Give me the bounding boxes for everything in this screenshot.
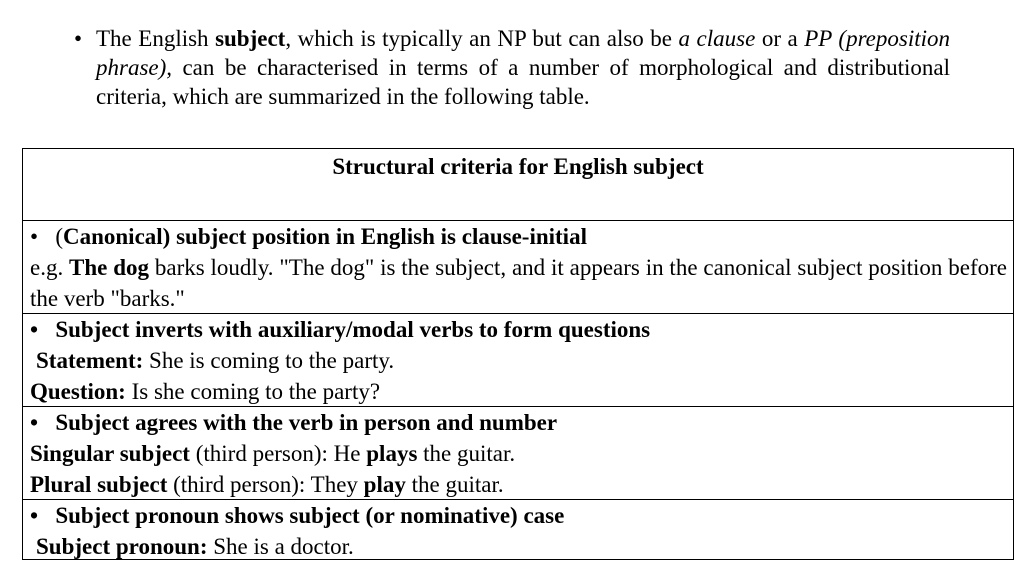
criterion-heading: • Subject inverts with auxiliary/modal verbs to form questions [30, 317, 651, 342]
intro-pp-term: PP (preposition phrase), [96, 26, 950, 80]
criterion-example: Question: Is she coming to the party? [30, 379, 381, 404]
table-header-row [23, 149, 1013, 221]
criterion-example: e.g. The dog barks loudly. "The dog" is the subject, and it appears in the canonical subject position before the verb "barks." [30, 255, 1007, 311]
criterion-example: Subject pronoun: She is a doctor. [36, 534, 354, 559]
table-row [23, 407, 1013, 500]
intro-paragraph [74, 24, 950, 111]
criterion-inversion [23, 314, 1013, 407]
table-row [23, 500, 1013, 561]
criterion-heading: • Subject pronoun shows subject (or nominative) case [30, 503, 565, 528]
criterion-case [23, 500, 1013, 562]
table-row [23, 221, 1013, 314]
criterion-example: Plural subject (third person): They play the guitar. [30, 472, 504, 497]
table-title: Structural criteria for English subject [332, 154, 704, 179]
criterion-heading: • Subject agrees with the verb in person and number [30, 410, 558, 435]
bullet-icon: • [30, 503, 39, 528]
criterion-example: Singular subject (third person): He plays the guitar. [30, 441, 516, 466]
bullet-icon: • [30, 317, 39, 342]
bullet-icon: • [74, 26, 83, 51]
intro-subject-term: subject [215, 26, 286, 51]
criterion-agreement [23, 407, 1013, 500]
bullet-icon: • [30, 224, 39, 249]
intro-clause-term: a clause [678, 26, 756, 51]
bullet-icon: • [30, 410, 39, 435]
criteria-table [22, 148, 1014, 560]
intro-text: The English subject, which is typically an NP but can also be a clause or a PP (preposition phrase), can be characterised in terms of a number of morphological and distributional criteria, which are summarized in the following table. [96, 26, 950, 109]
criterion-heading: • (Canonical) subject position in English is clause-initial [30, 224, 587, 249]
criterion-position [23, 221, 1013, 314]
table-row [23, 314, 1013, 407]
criterion-example: Statement: She is coming to the party. [36, 348, 395, 373]
